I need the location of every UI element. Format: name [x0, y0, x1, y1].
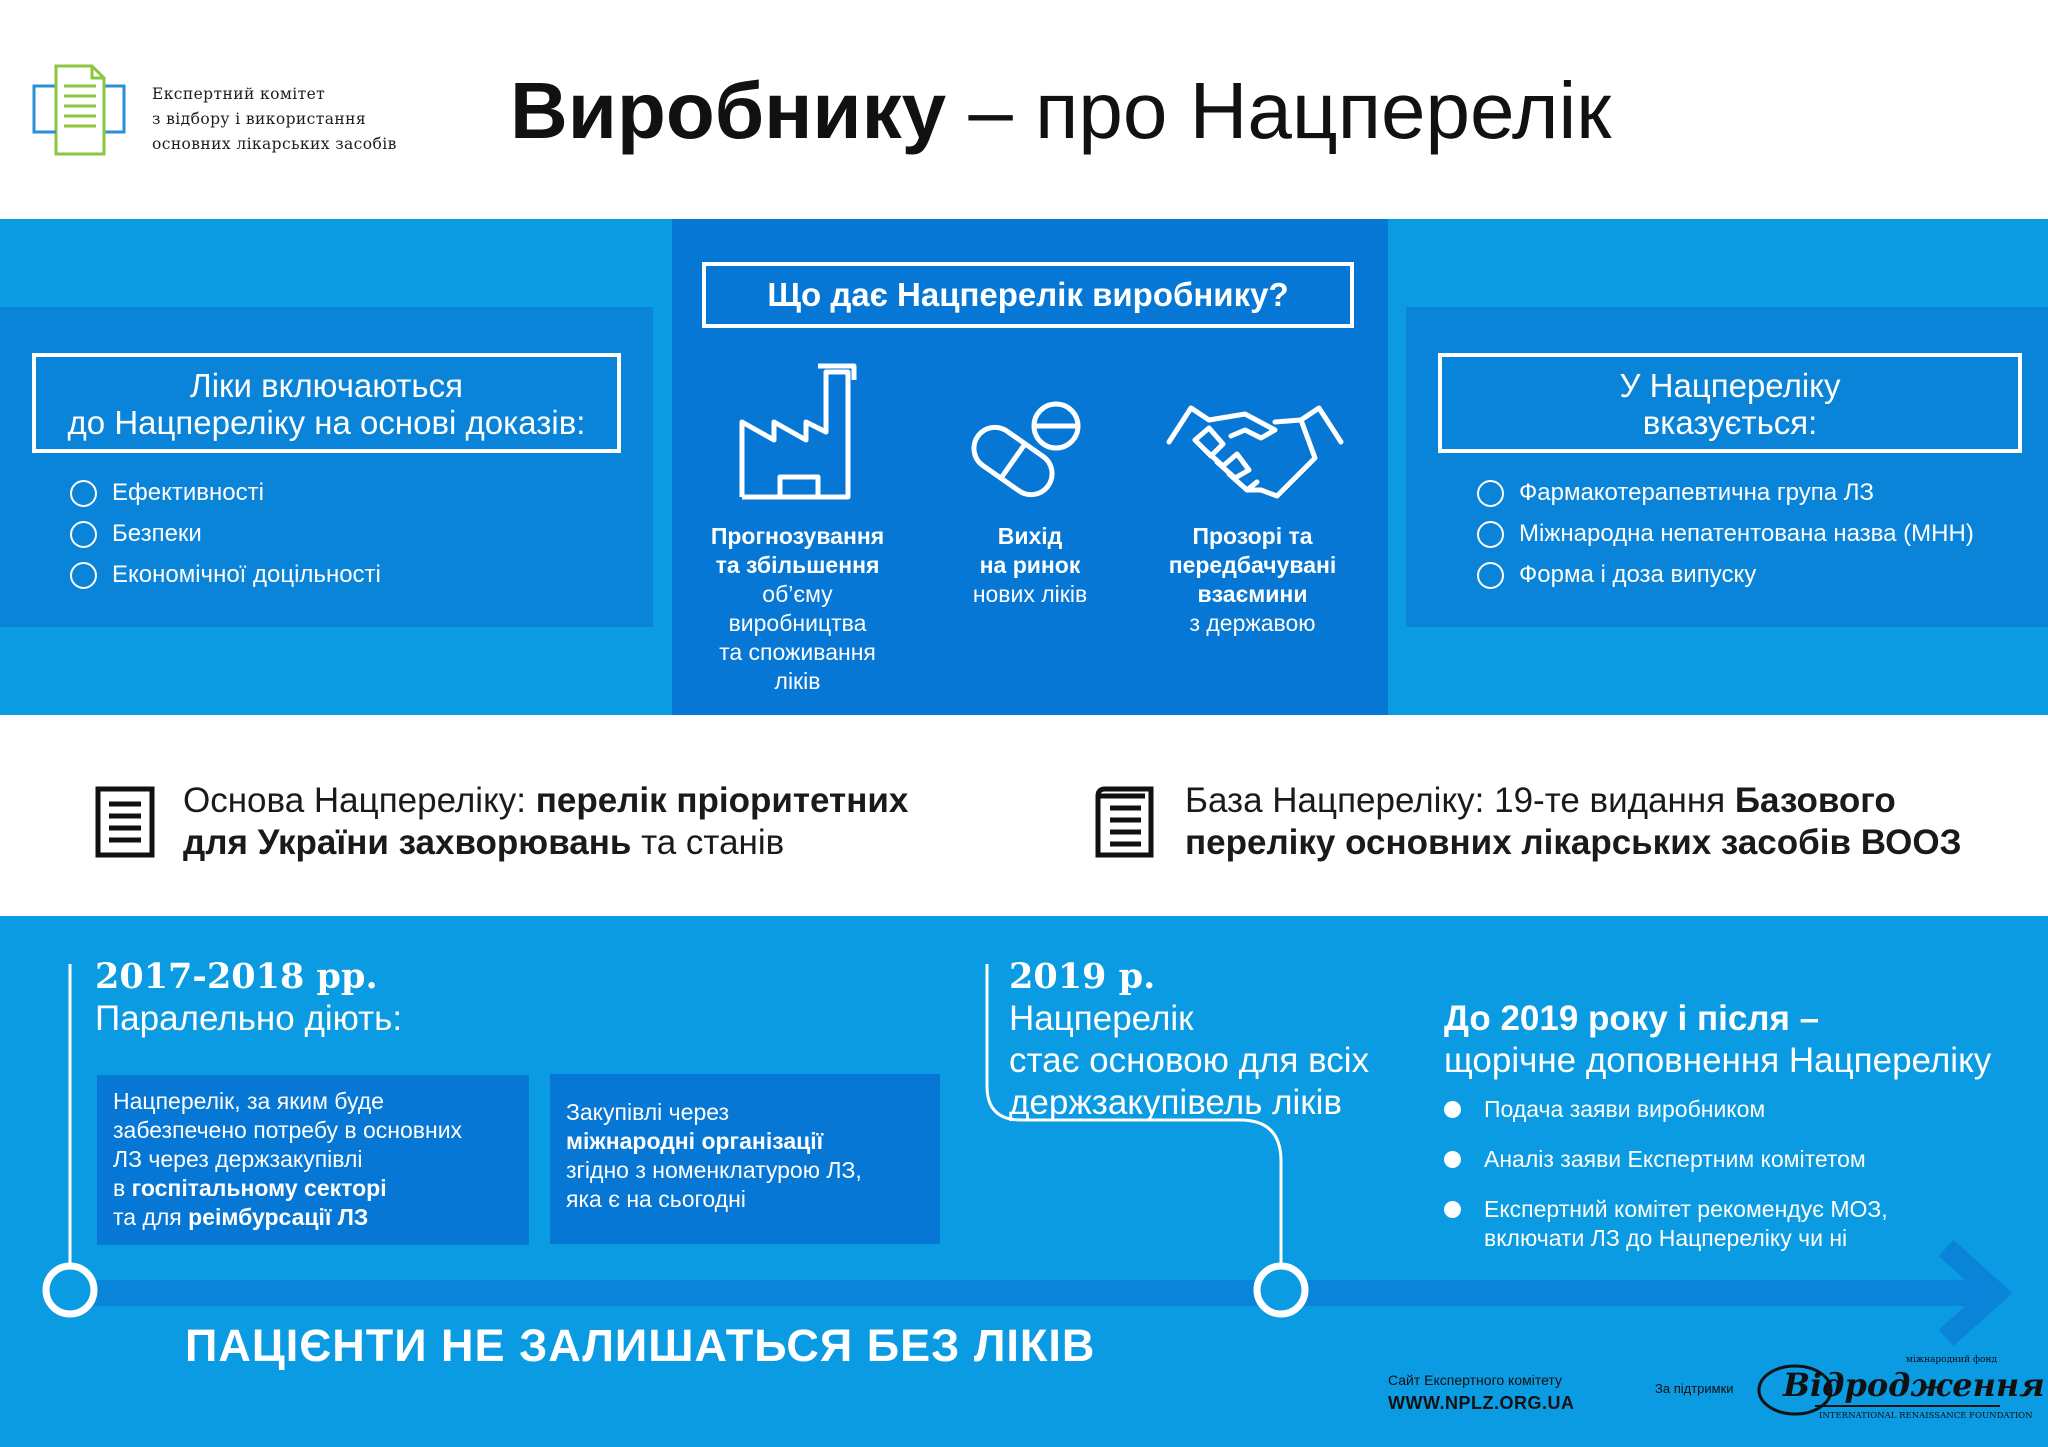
info-line [113, 1203, 513, 1232]
period-2019 [1009, 956, 1429, 1124]
benefit-item [935, 522, 1125, 609]
dot-bullet-icon [1444, 1151, 1461, 1168]
page-title-rest: – про Нацперелік [946, 66, 1612, 155]
base-bold: Базового [1734, 781, 1896, 820]
period-desc: Паралельно діють: [95, 999, 403, 1038]
benefit-bold-line: взаємини [1197, 581, 1308, 607]
benefit-bold-line: передбачувані [1168, 552, 1337, 578]
committee-name-line: з відбору і використання [152, 110, 366, 128]
circle-bullet-icon [1477, 521, 1504, 548]
committee-name [152, 82, 472, 157]
benefit-item [1140, 522, 1365, 638]
list-item-label: Подача заяви виробником [1484, 1096, 1766, 1122]
list-item [1477, 554, 1974, 595]
benefit-line: виробництва [728, 610, 867, 636]
foundation-small-label: міжнародний фонд [1905, 1355, 1997, 1365]
factory-icon [738, 362, 858, 502]
benefit-item [690, 522, 905, 696]
timeline-track [70, 1280, 1980, 1306]
page-title [510, 66, 1611, 156]
circle-bullet-icon [70, 480, 97, 507]
list-item-label: включати ЛЗ до Нацпереліку чи ні [1484, 1225, 1848, 1251]
period-desc: Нацперелік [1009, 999, 1194, 1038]
period-desc: держзакупівель ліків [1009, 1083, 1342, 1122]
base-label: База Нацпереліку: 19-те видання [1185, 781, 1735, 820]
foundation-name: Відродження [1783, 1366, 2045, 1404]
period-year: 2019 р. [1009, 956, 1156, 997]
benefit-line: та споживання [719, 639, 876, 665]
circle-bullet-icon [1477, 480, 1504, 507]
foundation-en-label: INTERNATIONAL RENAISSANCE FOUNDATION [1819, 1411, 2033, 1421]
list-item-label: Фармакотерапевтична група ЛЗ [1519, 479, 1874, 506]
basis-tail: та станів [631, 823, 785, 862]
site-url-link[interactable]: WWW.NPLZ.ORG.UA [1388, 1393, 1575, 1413]
info-line: яка є на сьогодні [566, 1186, 746, 1212]
period-year: 2017-2018 рр. [95, 956, 378, 997]
committee-name-line: Експертний комітет [152, 85, 326, 103]
committee-logo-icon [32, 62, 128, 158]
info-line [113, 1174, 513, 1203]
info-line: Закупівлі через [566, 1099, 730, 1125]
benefit-bold-line: на ринок [979, 552, 1081, 578]
info-box-national-list [97, 1075, 529, 1245]
timeline-node-icon [46, 1266, 94, 1314]
evidence-title-line: Ліки включаються [190, 367, 463, 404]
specified-title [1438, 353, 2022, 453]
info-bold: реімбурсації ЛЗ [188, 1204, 369, 1230]
list-item [1444, 1195, 1888, 1253]
benefit-line: нових ліків [972, 581, 1088, 607]
benefit-bold-line: Вихід [997, 523, 1063, 549]
evidence-title [32, 353, 621, 453]
info-box-international-procurement [550, 1074, 940, 1244]
info-bold: госпітальному секторі [131, 1175, 387, 1201]
info-line: ЛЗ через держзакупівлі [113, 1146, 363, 1172]
list-item-label: Експертний комітет рекомендує МОЗ, [1484, 1196, 1888, 1222]
circle-bullet-icon [70, 521, 97, 548]
dot-bullet-icon [1444, 1201, 1461, 1218]
support-label: За підтримки [1655, 1381, 1734, 1396]
info-line: забезпечено потребу в основних [113, 1117, 463, 1143]
period-desc: щорічне доповнення Нацпереліку [1444, 1041, 1992, 1080]
committee-name-line: основних лікарських засобів [152, 135, 397, 153]
specified-title-line: У Нацпереліку [1619, 367, 1841, 404]
pills-icon [968, 400, 1088, 500]
benefit-line: з державою [1189, 610, 1316, 636]
period-annual [1444, 998, 1991, 1082]
evidence-title-line: до Нацпереліку на основі доказів: [67, 404, 586, 441]
list-item [1477, 472, 1974, 513]
renaissance-foundation-logo [1755, 1352, 2045, 1422]
basis-bold: для України захворювань [183, 823, 632, 862]
page-title-bold: Виробнику [510, 66, 947, 155]
list-item [70, 513, 381, 554]
list-item [1477, 513, 1974, 554]
list-item-label: Аналіз заяви Експертним комітетом [1484, 1146, 1866, 1172]
dot-bullet-icon [1444, 1101, 1461, 1118]
info-bold: міжнародні організації [566, 1128, 824, 1154]
specified-title-line: вказується: [1642, 404, 1818, 441]
specified-list [1477, 472, 1974, 595]
list-item-label: Міжнародна непатентована назва (МНН) [1519, 520, 1974, 547]
steps-list [1444, 1095, 1888, 1274]
info-line: Нацперелік, за яким буде [113, 1088, 384, 1114]
timeline-node-icon [1257, 1266, 1305, 1314]
list-item [70, 472, 381, 513]
benefit-bold-line: Прогнозування [710, 523, 885, 549]
info-text: та для [113, 1204, 189, 1230]
circle-bullet-icon [70, 562, 97, 589]
period-desc: стає основою для всіх [1009, 1041, 1370, 1080]
list-item-label: Безпеки [112, 520, 202, 547]
list-item [1444, 1095, 1888, 1124]
benefit-bold-line: та збільшення [715, 552, 880, 578]
list-item [1444, 1145, 1888, 1174]
benefit-line: ліків [774, 668, 821, 694]
list-item-label: Форма і доза випуску [1519, 561, 1757, 588]
book-icon [1095, 786, 1157, 858]
benefits-question: Що дає Нацперелік виробнику? [702, 262, 1354, 328]
slogan: ПАЦІЄНТИ НЕ ЗАЛИШАТЬСЯ БЕЗ ЛІКІВ [185, 1320, 1096, 1371]
circle-bullet-icon [1477, 562, 1504, 589]
info-text: в [113, 1175, 132, 1201]
info-line: згідно з номенклатурою ЛЗ, [566, 1157, 862, 1183]
site-block [1388, 1370, 1574, 1416]
list-item-label: Ефективності [112, 479, 264, 506]
handshake-icon [1165, 400, 1345, 500]
evidence-list [70, 472, 381, 595]
site-label: Сайт Експертного комітету [1388, 1372, 1562, 1388]
benefit-bold-line: Прозорі та [1192, 523, 1313, 549]
document-icon [95, 786, 155, 858]
list-item [70, 554, 381, 595]
period-title: До 2019 року і після – [1444, 999, 1820, 1038]
basis-label: Основа Нацпереліку: [183, 781, 536, 820]
base-bold: переліку основних лікарських засобів ВООЗ [1185, 823, 1962, 862]
base-statement [1185, 780, 2015, 864]
list-item-label: Економічної доцільності [112, 561, 381, 588]
period-2017-2018 [95, 956, 402, 1040]
benefit-line: об’єму [762, 581, 833, 607]
basis-bold: перелік пріоритетних [535, 781, 909, 820]
basis-statement [183, 780, 983, 864]
